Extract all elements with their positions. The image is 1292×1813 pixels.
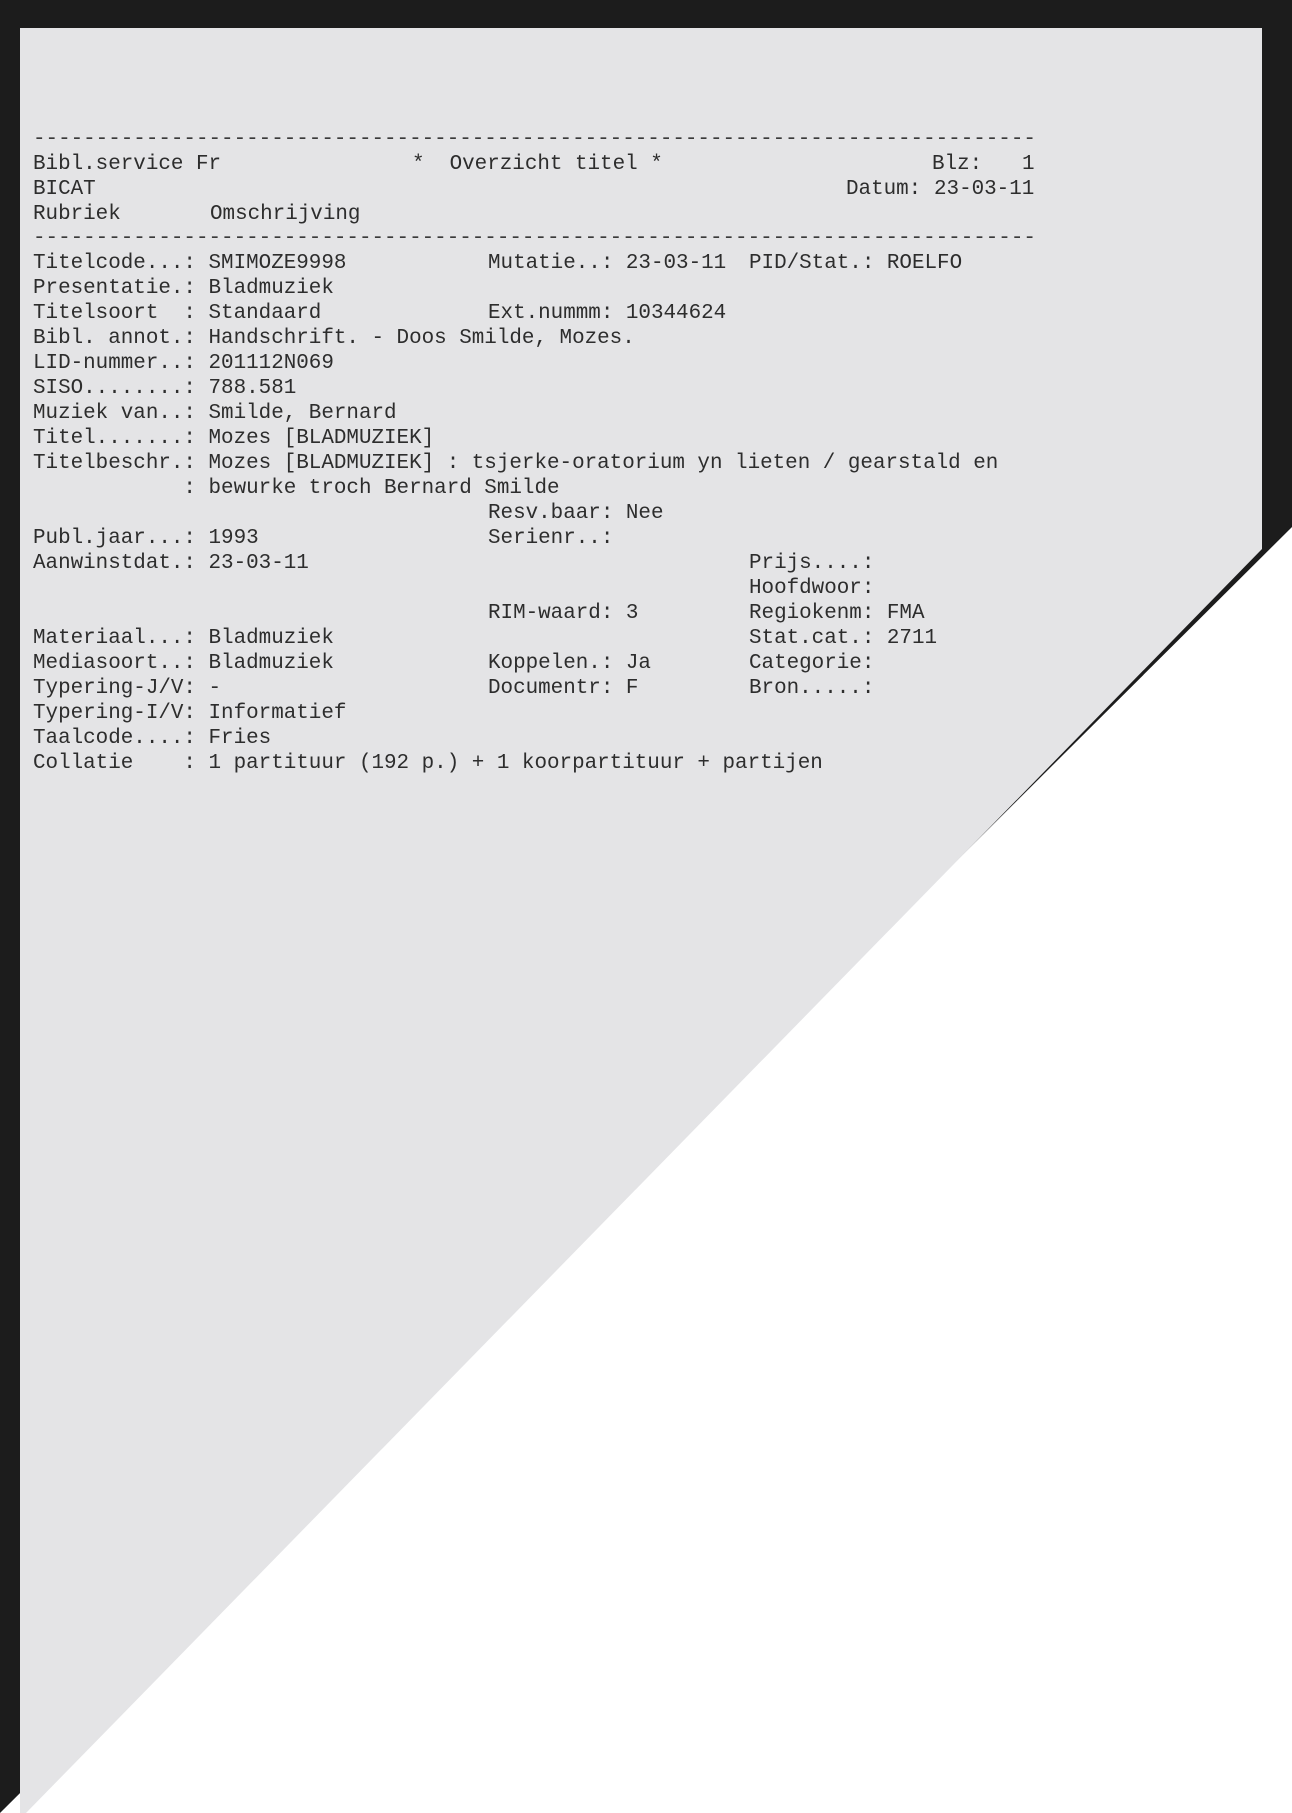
header-report-title: * Overzicht titel * [412,153,663,176]
field-koppelen: Koppelen.: Ja [488,652,651,675]
field-bron: Bron.....: [749,677,875,700]
field-collatie: Collatie : 1 partituur (192 p.) + 1 koorpartituur + partijen [33,752,823,775]
field-prijs: Prijs....: [749,552,875,575]
field-pid-stat: PID/Stat.: ROELFO [749,252,963,275]
field-regiokenm: Regiokenm: FMA [749,602,925,625]
field-stat-cat: Stat.cat.: 2711 [749,627,938,650]
field-documentr: Documentr: F [488,677,639,700]
field-mutatie: Mutatie..: 23-03-11 [488,252,727,275]
field-presentatie: Presentatie.: Bladmuziek [33,277,334,300]
field-publ-jaar: Publ.jaar...: 1993 [33,527,259,550]
field-hoofdwoor: Hoofdwoor: [749,577,875,600]
header-page-number: 1 [1022,153,1035,176]
field-titelbeschr: Titelbeschr.: Mozes [BLADMUZIEK] : tsjerke-oratorium yn lieten / gearstald en [33,452,999,475]
header-page-label: Blz: [932,153,983,176]
field-materiaal: Materiaal...: Bladmuziek [33,627,334,650]
field-rim-waard: RIM-waard: 3 [488,602,639,625]
header-date-value: 23-03-11 [934,178,1035,201]
field-titelbeschr-cont: : bewurke troch Bernard Smilde [33,477,560,500]
field-ext-nummer: Ext.nummm: 10344624 [488,302,727,325]
field-serienr: Serienr..: [488,527,614,550]
column-omschrijving: Omschrijving [210,203,361,226]
header-service: Bibl.service Fr [33,153,222,176]
field-categorie: Categorie: [749,652,875,675]
field-titelsoort: Titelsoort : Standaard [33,302,322,325]
field-taalcode: Taalcode....: Fries [33,727,272,750]
field-mediasoort: Mediasoort..: Bladmuziek [33,652,334,675]
field-bibl-annot: Bibl. annot.: Handschrift. - Doos Smilde, Mozes. [33,327,635,350]
header-system: BICAT [33,178,96,201]
field-typering-jv: Typering-J/V: - [33,677,222,700]
column-rubriek: Rubriek [33,203,121,226]
header-date-label: Datum: [846,178,922,201]
field-muziek-van: Muziek van..: Smilde, Bernard [33,402,397,425]
field-typering-iv: Typering-I/V: Informatief [33,702,347,725]
field-titelcode: Titelcode...: SMIMOZE9998 [33,252,347,275]
rule-mid: -------------------------------------------------------------------------------- [33,227,1036,250]
field-lid-nummer: LID-nummer..: 201112N069 [33,352,334,375]
rule-top: -------------------------------------------------------------------------------- [33,128,1036,151]
field-resv-baar: Resv.baar: Nee [488,502,664,525]
field-siso: SISO........: 788.581 [33,377,297,400]
field-titel: Titel.......: Mozes [BLADMUZIEK] [33,427,435,450]
field-aanwinstdat: Aanwinstdat.: 23-03-11 [33,552,309,575]
